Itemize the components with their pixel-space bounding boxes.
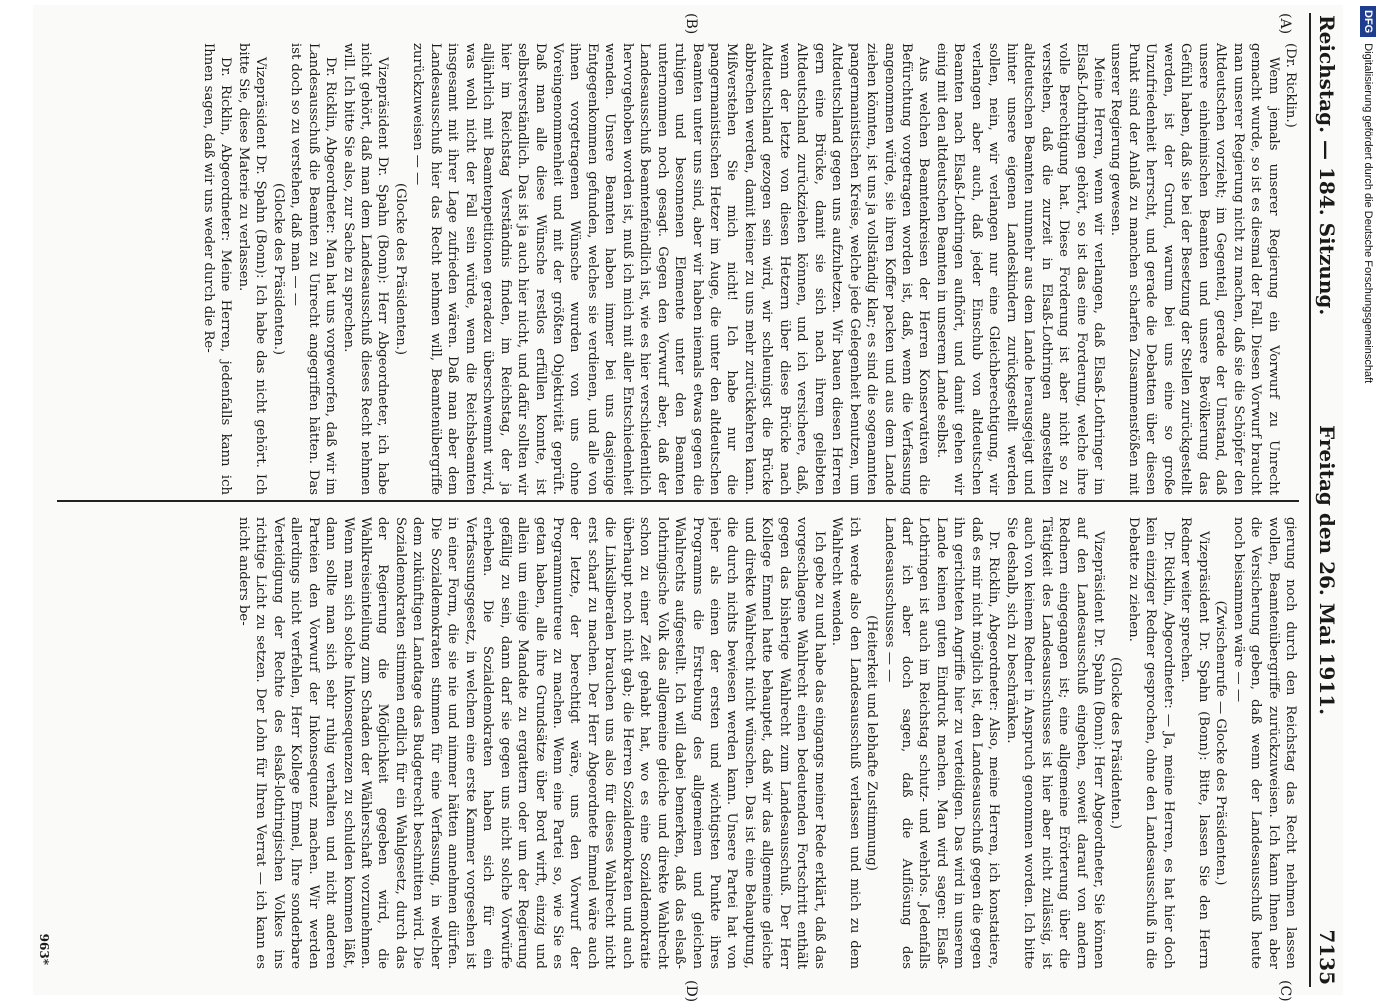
scanned-page (33, 5, 1343, 1002)
paragraph: Ich gebe zu und habe das eingangs meiner Rede erklärt, daß das vorgeschlagene Wahlrecht einen bedeutenden Fortschritt enthält gegen das bisherige Wahlrecht zum Landesausschuß. Der Herr Kollege Emmel hatte behauptet, daß wir das allgemeine gleiche und direkte Wahlrecht nicht wünschen. Das ist eine Behauptung, die durch nichts bewiesen werden kann. Unsere Partei hat von jeher als einen der ersten und wichtigsten Punkte ihres Programms die Erstrebung des allgemeinen und gleichen Wahlrechts aufgestellt. Ich will dabei bemerken, daß das elsaß-lothringische Volk das allgemeine gleiche und direkte Wahlrecht schon zu einer Zeit gehabt hat, wo es eine Sozialdemokratie überhaupt noch nicht gab; die Herren Sozialdemokraten und auch die Linksliberalen brauchen uns also für dieses Wahlrecht nicht erst scharf zu machen. Der Herr Abgeordnete Emmel wäre auch der letzte, der berechtigt wäre, uns den Vorwurf der Programmuntreue zu machen. Wenn eine Partei so, wie Sie es getan haben, alle ihre Grundsätze über Bord wirft, einzig und allein um einige Mandate zu ergattern oder um der Regierung gefällig zu sein, dann darf sie gegen uns nicht solche Vorwürfe erheben. Die Sozialdemokraten haben sich für ein Verfassungsgesetz, in welchem eine erste Kammer vorgesehen ist in einer Form, die sie nie und nimmer hätten annehmen dürfen. Die Sozialdemokraten stimmen für eine Verfassung, in welcher dem zukünftigen Landtage das Budgetrecht beschnitten wird. Die Sozialdemokraten stimmen endlich für ein Wahlgesetz, durch das der Regierung die Möglichkeit gegeben wird, die Wahlkreiseinteilung zum Schaden der Wählerschaft vorzunehmen. Wenn man sich solche Inkonsequenzen zu schulden kommen läßt, dann sollte man sich sehr ruhig verhalten und nicht anderen Parteien den Vorwurf der Inkonsequenz machen. Wir werden allerdings nicht verfehlen, Herr Kollege Emmel, Ihre sonderbare Verteidigung der Rechte des elsaß-lothringischen Volkes ins richtige Licht zu setzen. Der Lohn für Ihren Verrat — ich kann es nicht anders be- (235, 517, 827, 969)
paragraph: Vizepräsident Dr. Spahn (Bonn): Bitte, lassen Sie den Herrn Redner weiter sprechen. (1178, 517, 1211, 969)
page-signature: 963* (37, 933, 51, 965)
dfg-logo: DFG (1360, 6, 1376, 37)
header-left: Reichstag. — 184. Sitzung. (1315, 15, 1339, 316)
paragraph: Dr. Ricklin, Abgeordneter: Also, meine Herren, ich konstatiere, daß es mir nicht möglich ist, den Landesausschuß gegen die gegen ihn gerichteten Angriffe hier zu verteidigen. Das wird in unserem Lande keinen guten Eindruck machen. Man wird sagen: Elsaß-Lothringen ist auch im Reichstag schutz- und wehrlos. Jedenfalls darf ich aber doch sagen, daß die Auflösung des Landesausschusses — — (881, 517, 1002, 969)
right-column (53, 517, 1299, 969)
header-rule (1309, 13, 1311, 987)
paragraph: gierung noch durch den Reichstag das Recht nehmen lassen wollen, Beamtenübergriffe zurückzuweisen. Ich kann Ihnen aber die Versicherung geben, daß wenn der Landesausschuß heute noch beisammen wäre — — (1230, 517, 1298, 969)
page-number: 7135 (1315, 929, 1339, 985)
digitization-credit (1358, 6, 1378, 646)
left-column (53, 43, 1299, 495)
paragraph: Dr. Ricklin, Abgeordneter: Man hat uns vorgeworfen, daß wir im Landesausschuß die Beamten zu Unrecht angegriffen hätten. Das ist doch so zu verstehen, daß man — — (288, 43, 339, 495)
paragraph: Vizepräsident Dr. Spahn (Bonn): Herr Abgeordneter, Sie können auf den Landesausschuß eingehen, soweit darauf von andern Rednern eingegangen ist; eine allgemeine Erörterung über die Tätigkeit des Landesausschusses ist hier aber nicht zulässig, ist auch von keinem Redner in Anspruch genommen worden. Ich bitte Sie deshalb, sich zu beschränken. (1003, 517, 1107, 969)
paragraph: Vizepräsident Dr. Spahn (Bonn): Herr Abgeordneter, ich habe nicht gehört, daß man dem Landesausschuß dieses Recht nehmen will. Ich bitte Sie also, zur Sache zu sprechen. (340, 43, 391, 495)
margin-letter-a: (A) (1277, 13, 1293, 35)
paragraph: Vizepräsident Dr. Spahn (Bonn): Ich habe das nicht gehört. Ich bitte Sie, diese Materie zu verlassen. (235, 43, 269, 495)
credit-text: Digitalisierung gefördert durch die Deutsche Forschungsgemeinschaft (1362, 43, 1374, 384)
speaker-reference: (Dr. Ricklin.) (1283, 43, 1298, 128)
paragraph: Dr. Ricklin, Abgeordneter: — Ja, meine Herren, es hat hier doch kein einziger Redner gesprochen, ohne den Landesausschuß in die Debatte zu ziehen. (1125, 517, 1176, 969)
column-divider (57, 500, 1299, 502)
margin-letter-d: (D) (683, 980, 699, 1002)
paragraph: ich werde also den Landesausschuß verlassen und mich zu dem Wahlrecht wenden. (829, 517, 862, 969)
stage-direction: (Glocke des Präsidenten.) (392, 182, 408, 356)
page-header (1303, 5, 1343, 995)
margin-letter-b: (B) (683, 13, 699, 35)
stage-direction: (Heiterkeit und lebhafte Zustimmung) (864, 615, 880, 871)
header-date: Freitag den 26. Mai 1911. (1315, 425, 1339, 716)
stage-direction: (Glocke des Präsidenten.) (1108, 656, 1124, 830)
paragraph: Wenn jemals unserer Regierung ein Vorwurf zu Unrecht gemacht wurde, so ist es diesmal der Fall. Diesen Vorwurf braucht man unserer Regierung nicht zu machen, daß sie die Schöpfer den Altdeutschen vorzieht; im Gegenteil, gerade der Umstand, daß unsere einheimischen Beamten und unsere Bevölkerung das Gefühl haben, daß sie bei der Besetzung der Stellen zurückgestellt werden, ist der Grund, warum bei uns eine so große Unzufriedenheit herrscht, und gerade die Debatten über diesen Punkt sind der Anlaß zu manchen scharfen Zusammenstößen mit unserer Regierung gewesen. (1108, 43, 1281, 495)
paragraph: Meine Herren, wenn wir verlangen, daß Elsaß-Lothringer im Elsaß-Lothringen gehört, so ist das eine Forderung, welche ihre volle Berechtigung hat. Diese Forderung ist aber nicht so zu verstehen, daß die zurzeit in Elsaß-Lothringen angestellten altdeutschen Beamten nunmehr aus dem Lande herausgejagt und hinter unsere eigenen Landeskindern zurückgestellt werden sollen, nein, wir verlangen nur eine Gleichberechtigung, wir verlangen aber auch, daß jeder Einschub von altdeutschen Beamten nach Elsaß-Lothringen aufhört, und damit gehen wir einig mit den altdeutschen Beamten in unserem Lande selbst. (933, 43, 1107, 495)
stage-direction: (Zwischenrufe — Glocke des Präsidenten.) (1213, 600, 1229, 886)
margin-letter-c: (C) (1277, 980, 1293, 1002)
stage-direction: (Glocke des Präsidenten.) (270, 182, 286, 356)
paragraph: Dr. Ricklin, Abgeordneter: Meine Herren, jedenfalls kann ich Ihnen sagen, daß wir uns weder durch die Re- (200, 43, 234, 495)
paragraph: Aus welchen Beamtenkreisen der Herren Konservativen die Befürchtung vorgetragen worden ist, daß, wenn die Verfassung angenommen würde, sie ihren Koffer packen und aus dem Lande ziehen könnten, ist uns ja vollständig klar; es sind die sogenannten pangermanistischen Kreise, welche jede Gelegenheit benutzen, um Altdeutschland gegen uns aufzuhetzen. Wir bauen diesen Herren gern eine Brücke, damit sie sich nach ihrem geliebten Altdeutschland zurückziehen können, und ich versichere, daß, wenn der letzte von diesen Hetzern über diese Brücke nach Altdeutschland gezogen sein wird, wir schleunigst die Brücke abbrechen werden, damit keiner zu uns mehr zurückkehren kann. Mißverstehen Sie mich nicht! Ich habe nur die pangermanistischen Hetzer im Auge, die unter den altdeutschen Beamten unter uns sind, aber wir haben niemals etwas gegen die ruhigen und besonnenen Elemente unter den Beamten unternommen noch gesagt. Gegen den Vorwurf aber, daß der Landesausschuß beamtenfeindlich ist, wie es hier verschiedentlich hervorgehoben worden ist, muß ich mich mit aller Entschiedenheit wenden. Unsere Beamten haben immer bei uns dasjenige Entgegenkommen gefunden, welches sie verdienen, und alle von ihnen vorgetragenen Wünsche wurden von uns ohne Voreingenommenheit und mit der größten Objektivität geprüft. Daß man alle diese Wünsche restlos erfüllen konnte, ist selbstverständlich. Das ist ja auch hier nicht, und dafür sollten wir hier im Reichstag Verständnis finden, im Reichstag, der ja alljährlich mit Beamtenpetitionen geradezu überschwemmt wird, was wohl nicht der Fall sein würde, wenn die Reichsbeamten insgesamt mit ihrer Lage zufrieden wären. Daß man aber dem Landesausschuß hier das Recht nehmen will, Beamtenübergriffe zurückzuweisen — — (410, 43, 932, 495)
